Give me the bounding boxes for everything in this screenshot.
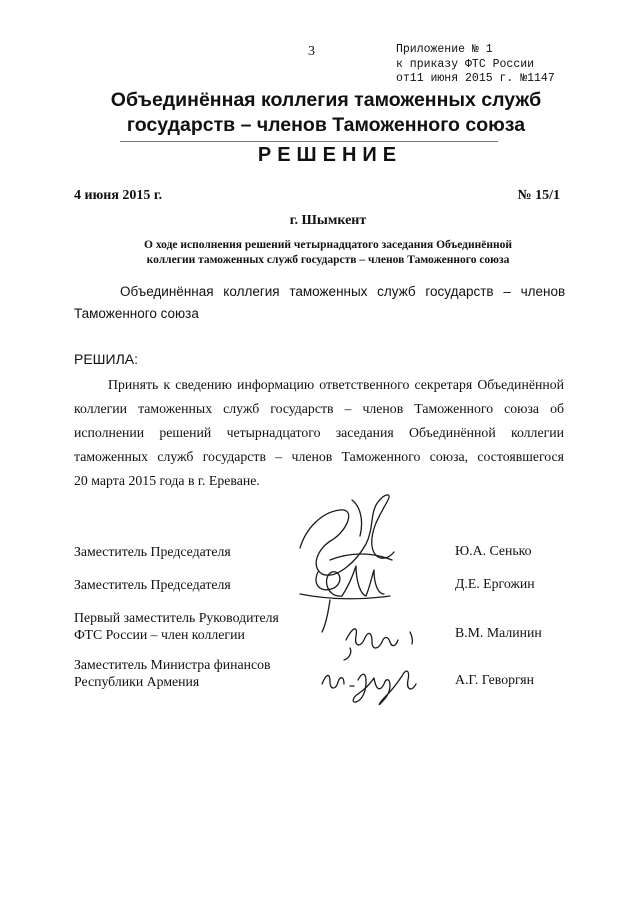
decision-date: 4 июня 2015 г. <box>74 188 163 203</box>
signature-malinin <box>344 629 412 660</box>
resolution-text-line: исполнении решений четырнадцатого заседания Объединённой коллегии <box>74 425 564 440</box>
intro-text-line: Объединённая коллегия таможенных служб государств – членов <box>120 284 566 299</box>
signatory-name: В.М. Малинин <box>455 625 542 640</box>
signatory-name: Д.Е. Ергожин <box>455 576 535 591</box>
signature-ergozhin <box>300 566 390 632</box>
signatory-position-line: Республики Армения <box>74 674 200 689</box>
signatory-name: А.Г. Геворгян <box>455 672 535 687</box>
decision-number: № 15/1 <box>517 188 560 203</box>
resolution-text-line: 20 марта 2015 года в г. Ереване. <box>74 473 260 488</box>
signatory-position-line: Первый заместитель Руководителя <box>74 610 279 625</box>
signatory-name: Ю.А. Сенько <box>455 543 532 558</box>
organization-title-line: государств – членов Таможенного союза <box>126 114 526 136</box>
intro-text-line: Таможенного союза <box>74 306 199 321</box>
appendix-line: от11 июня 2015 г. №1147 <box>396 72 555 85</box>
resolution-text-line: коллегии таможенных служб государств – членов Таможенного союза об <box>74 401 564 416</box>
resolved-label: РЕШИЛА: <box>74 351 138 367</box>
organization-title-line: Объединённая коллегия таможенных служб <box>110 89 542 111</box>
decision-city: г. Шымкент <box>289 213 367 228</box>
resolution-text-line: таможенных служб государств – членов Таможенного союза, состоявшегося <box>74 449 564 464</box>
subject-line: коллегии таможенных служб государств – членов Таможенного союза <box>146 254 510 266</box>
signatory-position-line: ФТС России – член коллегии <box>74 627 245 642</box>
signatory-position-line: Заместитель Министра финансов <box>74 657 271 672</box>
signature-gevorgyan <box>322 671 416 704</box>
signatory-position-line: Заместитель Председателя <box>74 544 231 559</box>
appendix-line: Приложение № 1 <box>396 43 493 56</box>
signature-senko <box>300 495 394 575</box>
appendix-line: к приказу ФТС России <box>396 57 535 71</box>
resolution-text-line: Принять к сведению информацию ответственного секретаря Объединённой <box>108 377 564 392</box>
decision-heading: РЕШЕНИЕ <box>257 144 403 166</box>
signatory-position-line: Заместитель Председателя <box>74 577 231 592</box>
subject-line: О ходе исполнения решений четырнадцатого заседания Объединённой <box>144 239 512 251</box>
page-number: 3 <box>308 44 315 59</box>
